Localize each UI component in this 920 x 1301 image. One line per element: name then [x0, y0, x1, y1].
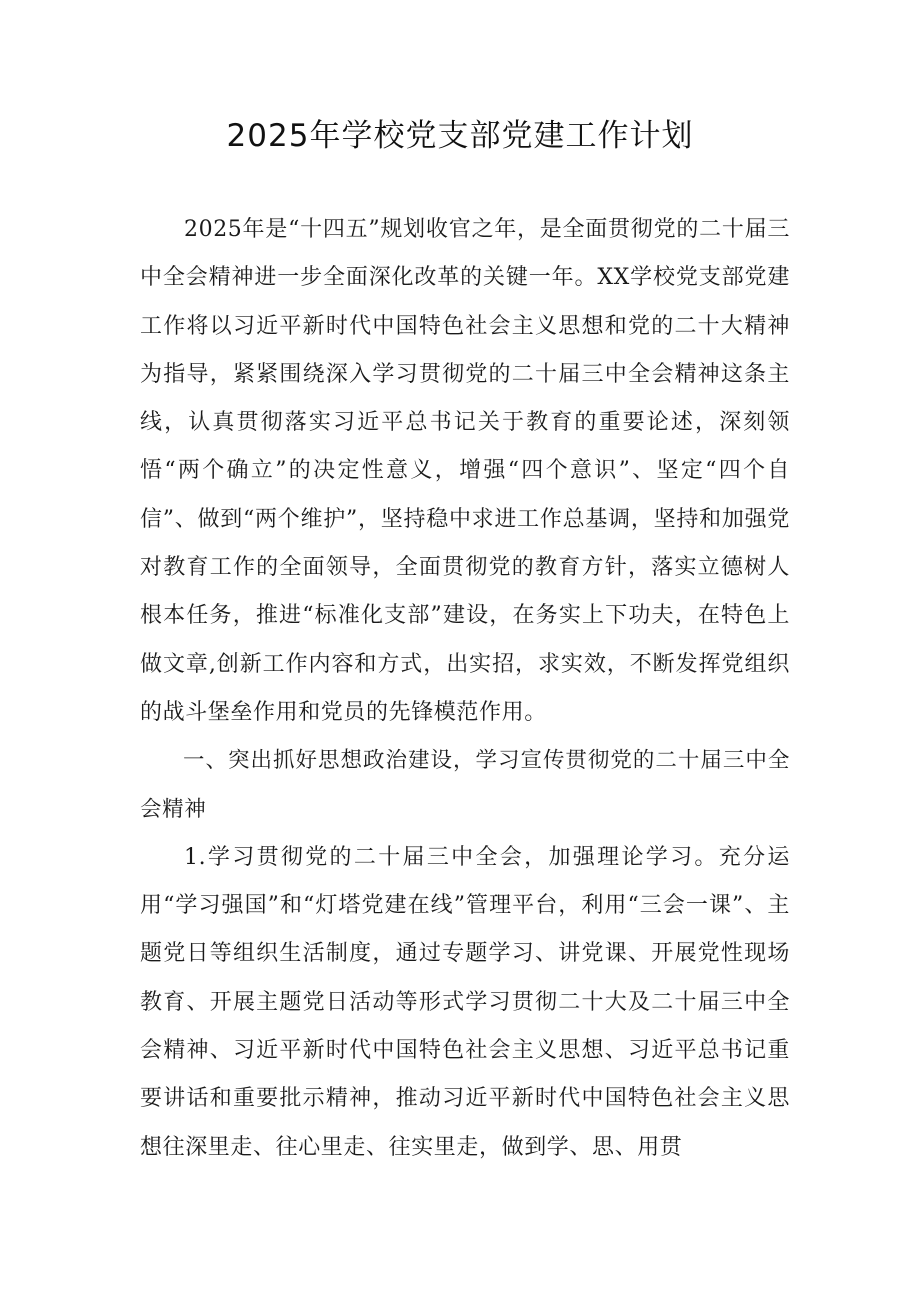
section-item-paragraph: 1.学习贯彻党的二十届三中全会，加强理论学习。充分运用“学习强国”和“灯塔党建在线”管理平台，利用“三会一课”、主题党日等组织生活制度，通过专题学习、讲党课、开展党性现场教育、开展主题党日活动等形式学习贯彻二十大及二十届三中全会精神、习近平新时代中国特色社会主义思想、习近平总书记重要讲话和重要批示精神，推动习近平新时代中国特色社会主义思想往深里走、往心里走、往实里走，做到学、思、用贯 [140, 844, 790, 1160]
document-title: 2025年学校党支部党建工作计划 [226, 118, 694, 154]
document-body [140, 206, 790, 1172]
section-heading: 一、突出抓好思想政治建设，学习宣传贯彻党的二十届三中全会精神 [140, 748, 790, 822]
intro-paragraph: 2025年是“十四五”规划收官之年，是全面贯彻党的二十届三中全会精神进一步全面深化改革的关键一年。XX学校党支部党建工作将以习近平新时代中国特色社会主义思想和党的二十大精神为指导，紧紧围绕深入学习贯彻党的二十届三中全会精神这条主线，认真贯彻落实习近平总书记关于教育的重要论述，深刻领悟“两个确立”的决定性意义，增强“四个意识”、坚定“四个自信”、做到“两个维护”，坚持稳中求进工作总基调，坚持和加强党对教育工作的全面领导，全面贯彻党的教育方针，落实立德树人根本任务，推进“标准化支部”建设，在务实上下功夫，在特色上做文章,创新工作内容和方式，出实招，求实效，不断发挥党组织的战斗堡垒作用和党员的先锋模范作用。 [140, 217, 790, 725]
